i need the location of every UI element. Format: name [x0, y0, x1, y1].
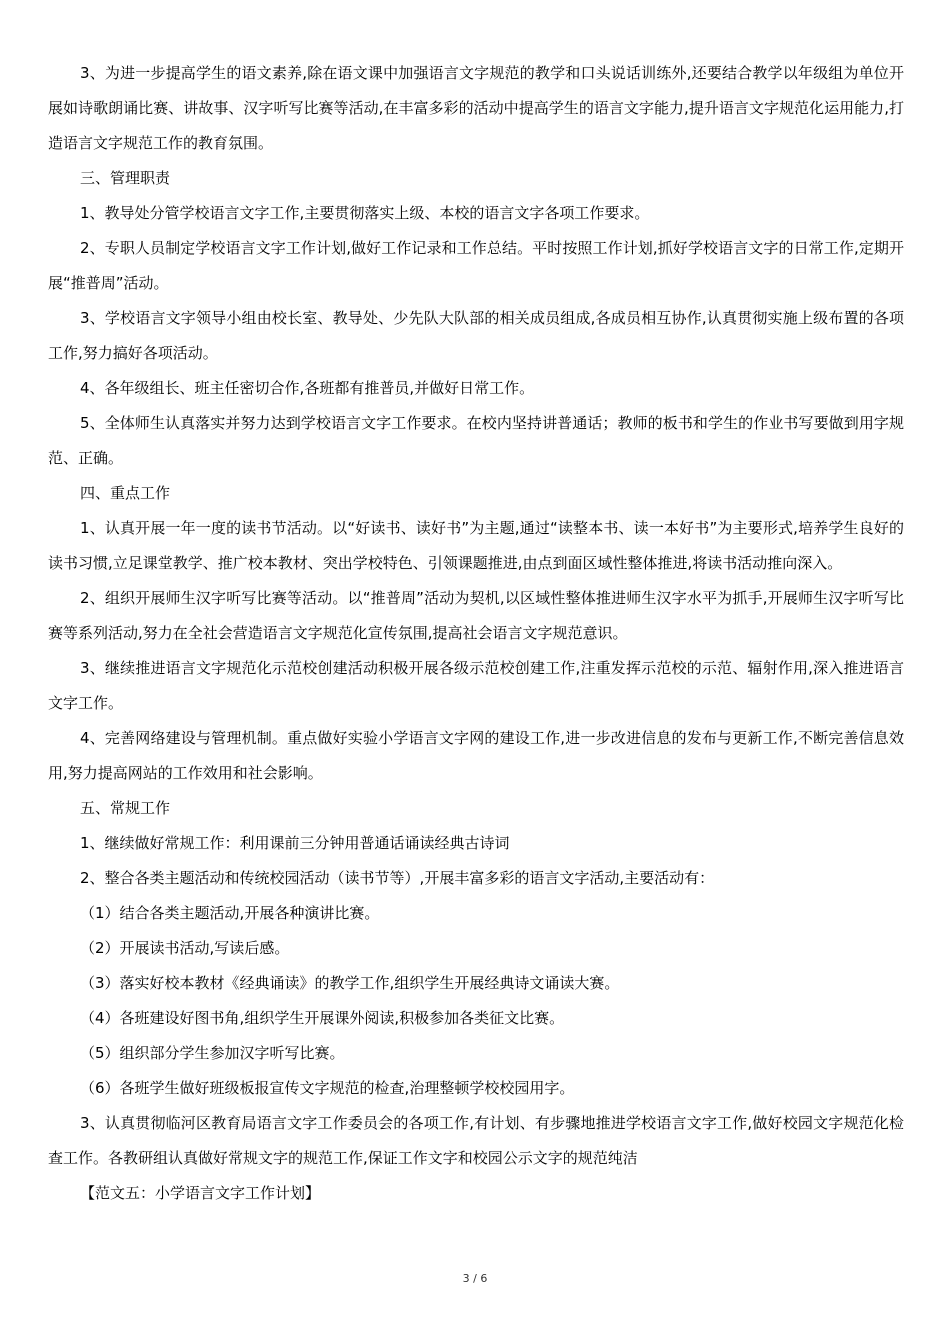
activity-4: （4）各班建设好图书角,组织学生开展课外阅读,积极参加各类征文比赛。: [80, 1009, 565, 1027]
para-3-improve-literacy: 3、为进一步提高学生的语文素养,除在语文课中加强语言文字规范的教学和口头说话训练外,还要结合教学以年级组为单位开展如诗歌朗诵比赛、讲故事、汉字听写比赛等活动,在丰富多彩的活动中提高学生的语言文字能力,提升语言文字规范化运用能力,打造语言文字规范工作的教育氛围。: [48, 64, 904, 152]
activity-2: （2）开展读书活动,写读后感。: [80, 939, 290, 957]
key-item-4: 4、完善网络建设与管理机制。重点做好实验小学语言文字网的建设工作,进一步改进信息的发布与更新工作,不断完善信息效用,努力提高网站的工作效用和社会影响。: [48, 729, 904, 782]
key-item-2: 2、组织开展师生汉字听写比赛等活动。以“推普周”活动为契机,以区域性整体推进师生汉字水平为抓手,开展师生汉字听写比赛等系列活动,努力在全社会营造语言文字规范化宣传氛围,提高社会语言文字规范意识。: [48, 589, 904, 642]
activity-3: （3）落实好校本教材《经典诵读》的教学工作,组织学生开展经典诗文诵读大赛。: [80, 974, 620, 992]
activity-5: （5）组织部分学生参加汉字听写比赛。: [80, 1044, 345, 1062]
key-item-3: 3、继续推进语言文字规范化示范校创建活动积极开展各级示范校创建工作,注重发挥示范校的示范、辐射作用,深入推进语言文字工作。: [48, 659, 904, 712]
key-item-1: 1、认真开展一年一度的读书节活动。以“好读书、读好书”为主题,通过“读整本书、读一本好书”为主要形式,培养学生良好的读书习惯,立足课堂教学、推广校本教材、突出学校特色、引领课题推进,由点到面区域性整体推进,将读书活动推向深入。: [48, 519, 904, 572]
mgmt-item-2: 2、专职人员制定学校语言文字工作计划,做好工作记录和工作总结。平时按照工作计划,抓好学校语言文字的日常工作,定期开展“推普周”活动。: [48, 239, 904, 292]
activity-1: （1）结合各类主题活动,开展各种演讲比赛。: [80, 904, 380, 922]
routine-item-1: 1、继续做好常规工作：利用课前三分钟用普通话诵读经典古诗词: [80, 834, 510, 852]
mgmt-item-5: 5、全体师生认真落实并努力达到学校语言文字工作要求。在校内坚持讲普通话；教师的板书和学生的作业书写要做到用字规范、正确。: [48, 414, 904, 467]
activity-6: （6）各班学生做好班级板报宣传文字规范的检查,治理整顿学校校园用字。: [80, 1079, 575, 1097]
page-number: 3 / 6: [462, 1272, 488, 1285]
routine-item-3: 3、认真贯彻临河区教育局语言文字工作委员会的各项工作,有计划、有步骤地推进学校语言文字工作,做好校园文字规范化检查工作。各教研组认真做好常规文字的规范工作,保证工作文字和校园公示文字的规范纯洁: [48, 1114, 904, 1167]
mgmt-item-1: 1、教导处分管学校语言文字工作,主要贯彻落实上级、本校的语言文字各项工作要求。: [80, 204, 650, 222]
section-heading-management: 三、管理职责: [80, 169, 171, 187]
routine-item-2: 2、整合各类主题活动和传统校园活动（读书节等）,开展丰富多彩的语言文字活动,主要活动有：: [80, 869, 715, 887]
mgmt-item-4: 4、各年级组长、班主任密切合作,各班都有推普员,并做好日常工作。: [80, 379, 535, 397]
section-heading-routine: 五、常规工作: [80, 799, 171, 817]
document-body: [48, 56, 904, 1211]
section-heading-key-work: 四、重点工作: [80, 484, 171, 502]
sample-five-heading: 【范文五：小学语言文字工作计划】: [80, 1184, 321, 1202]
mgmt-item-3: 3、学校语言文字领导小组由校长室、教导处、少先队大队部的相关成员组成,各成员相互协作,认真贯彻实施上级布置的各项工作,努力搞好各项活动。: [48, 309, 904, 362]
